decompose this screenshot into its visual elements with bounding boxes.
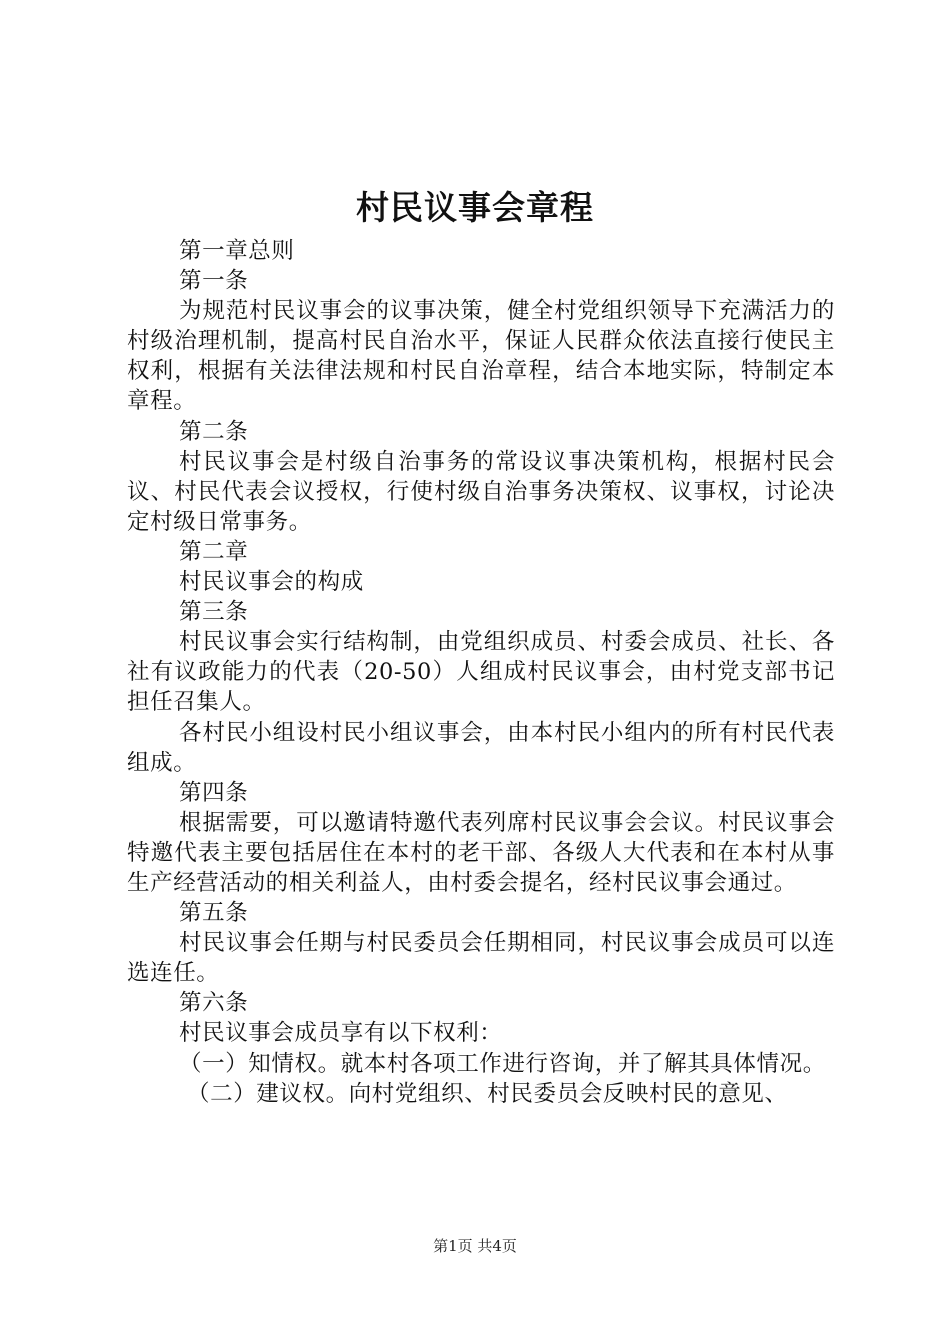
document-paragraph: 村民议事会成员享有以下权利： bbox=[179, 1020, 503, 1047]
document-paragraph: 村民议事会任期与村民委员会任期相同，村民议事会成员可以连选连任。 bbox=[127, 930, 835, 987]
document-paragraph: 根据需要，可以邀请特邀代表列席村民议事会会议。村民议事会特邀代表主要包括居住在本村的老干部、各级人大代表和在本村从事生产经营活动的相关利益人，由村委会提名，经村民议事会通过。 bbox=[127, 809, 835, 896]
document-paragraph: （二）建议权。向村党组织、村民委员会反映村民的意见、 bbox=[187, 1080, 788, 1107]
document-paragraph: 为规范村民议事会的议事决策，健全村党组织领导下充满活力的村级治理机制，提高村民自治水平，保证人民群众依法直接行使民主权利，根据有关法律法规和村民自治章程，结合本地实际，特制定本章程。 bbox=[127, 298, 835, 415]
document-paragraph: 第六条 bbox=[179, 990, 249, 1017]
document-paragraph: 第三条 bbox=[179, 599, 249, 626]
document-paragraph: 村民议事会的构成 bbox=[179, 569, 364, 596]
document-body bbox=[127, 236, 835, 1109]
document-title: 村民议事会章程 bbox=[356, 188, 594, 227]
document-paragraph: 第一条 bbox=[179, 268, 249, 295]
document-paragraph: （一）知情权。就本村各项工作进行咨询，并了解其具体情况。 bbox=[179, 1050, 826, 1077]
document-paragraph: 第五条 bbox=[179, 900, 249, 927]
document-paragraph: 村民议事会是村级自治事务的常设议事决策机构，根据村民会议、村民代表会议授权，行使村级自治事务决策权、议事权，讨论决定村级日常事务。 bbox=[127, 448, 835, 535]
document-paragraph: 村民议事会实行结构制，由党组织成员、村委会成员、社长、各社有议政能力的代表（20-50）人组成村民议事会，由村党支部书记担任召集人。 bbox=[127, 629, 835, 716]
document-paragraph: 第二条 bbox=[179, 418, 249, 445]
document-paragraph: 第一章总则 bbox=[179, 238, 295, 264]
document-paragraph: 第四条 bbox=[179, 779, 249, 806]
page-footer: 第1页 共4页 bbox=[433, 1237, 517, 1255]
document-paragraph: 各村民小组设村民小组议事会，由本村民小组内的所有村民代表组成。 bbox=[127, 719, 835, 776]
document-paragraph: 第二章 bbox=[179, 538, 249, 565]
